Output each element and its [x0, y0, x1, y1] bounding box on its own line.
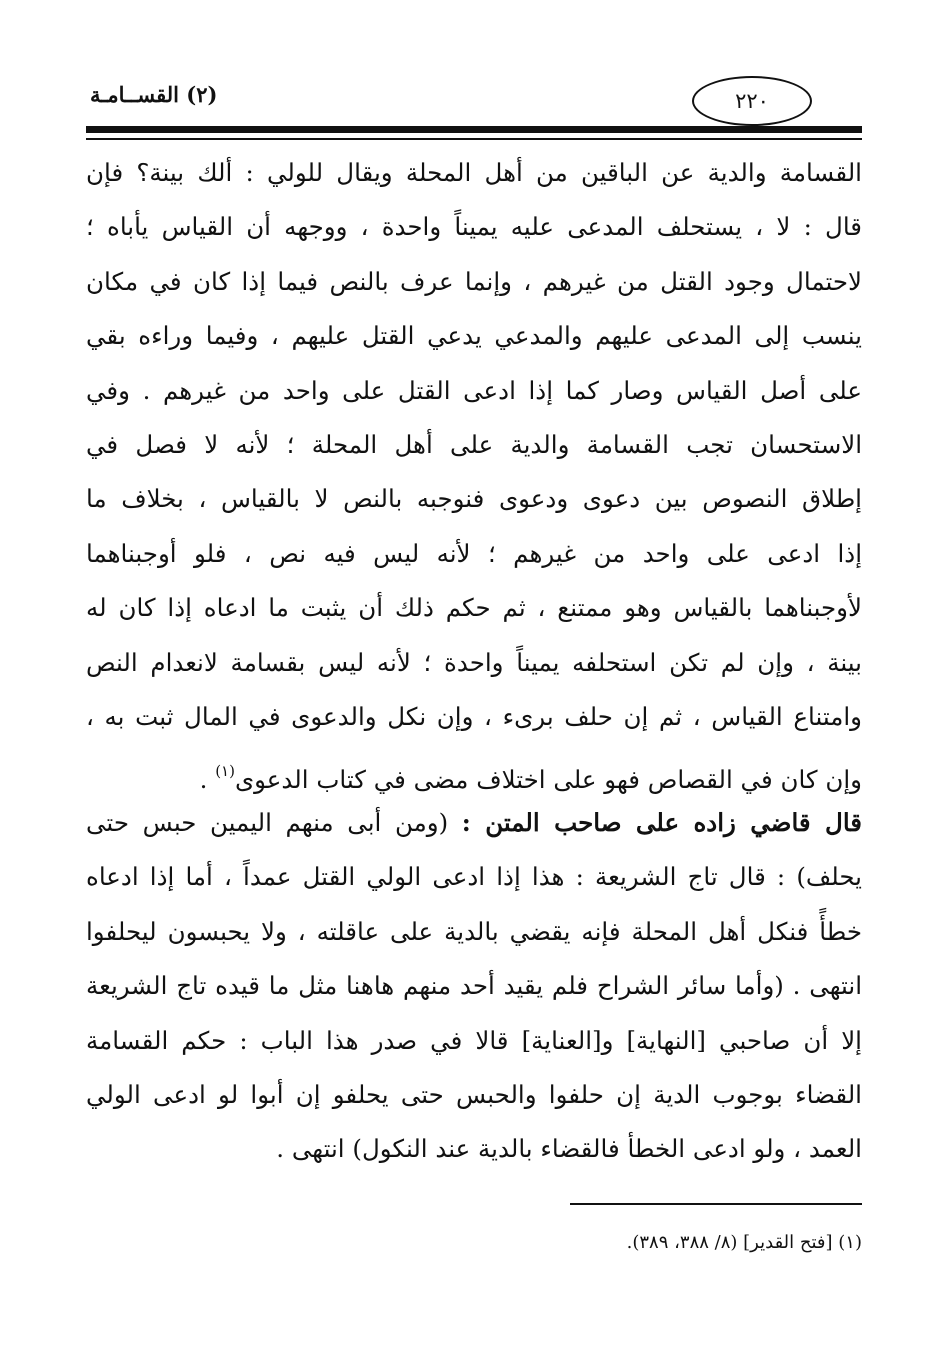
paragraph-1-line: القسامة والدية عن الباقين من أهل المحلة ويقال للولي : ألك بينة؟ فإن: [86, 158, 862, 187]
footnote-1: (١) [فتح القدير] (٨/ ٣٨٨، ٣٨٩).: [626, 1232, 862, 1253]
page-number-oval: [692, 76, 812, 126]
paragraph-1-line: لأوجبناهما بالقياس وهو ممتنع ، ثم حكم ذلك أن يثبت ما ادعاه إذا كان له: [86, 593, 862, 623]
paragraph-2-lead: قال قاضي زاده على صاحب المتن :: [461, 808, 862, 837]
paragraph-1-line: قال : لا ، يستحلف المدعى عليه يميناً واحدة ، ووجهه أن القياس يأباه ؛: [86, 212, 862, 242]
running-title: (٢) القســامـة: [90, 82, 218, 107]
paragraph-2-last-line: العمد ، ولو ادعى الخطأ فالقضاء بالدية عند النكول) انتهى .: [276, 1134, 862, 1164]
page-number: ٢٢٠: [735, 89, 769, 113]
paragraph-1-line: وامتناع القياس ، ثم إن حلف برىء ، وإن نكل والدعوى في المال ثبت به ،: [86, 701, 862, 731]
paragraph-1-line: إذا ادعى على واحد من غيرهم ؛ لأنه ليس فيه نص ، فلو أوجبناهما: [86, 538, 862, 568]
paragraph-1-line: ينسب إلى المدعى عليهم والمدعي يدعي القتل عليهم ، وفيما وراءه بقي: [86, 321, 862, 351]
paragraph-2: [86, 796, 862, 1177]
paragraph-1-line: على أصل القياس وصار كما إذا ادعى القتل على واحد من غيرهم . وفي: [86, 375, 862, 405]
header-rule-thick: [86, 126, 862, 133]
paragraph-1-line: إطلاق النصوص بين دعوى ودعوى فنوجبه بالنص لا بالقياس ، بخلاف ما: [86, 484, 862, 514]
header-rule-thin: [86, 138, 862, 140]
paragraph-1: [86, 146, 862, 799]
paragraph-2-line: يحلف) : قال تاج الشريعة : هذا إذا ادعى الولي القتل عمداً ، أما إذا ادعاه: [86, 862, 862, 892]
paragraph-2-line: انتهى . (وأما سائر الشراح فلم يقيد أحد منهم هاهنا مثل ما قيده تاج الشريعة: [86, 971, 862, 1001]
footnote-marker[interactable]: (١): [215, 762, 235, 781]
paragraph-2-line: إلا أن صاحبي [النهاية] و[العناية] قالا في صدر هذا الباب : حكم القسامة: [86, 1025, 862, 1055]
footnote-separator: [570, 1203, 862, 1205]
paragraph-1-last-line: [86, 744, 862, 798]
paragraph-2-first-line: [86, 796, 862, 850]
paragraph-2-line: خطأً فنكل أهل المحلة فإنه يقضي بالدية على عاقلته ، ولا يحبسون ليحلفوا: [86, 916, 862, 946]
paragraph-1-last-end: .: [199, 765, 216, 795]
paragraph-2-line: القضاء بوجوب الدية إن حلفوا والحبس حتى يحلفو إن أبوا لو ادعى الولي: [86, 1079, 862, 1109]
paragraph-1-last-text: وإن كان في القصاص فهو على اختلاف مضى في كتاب الدعوى: [234, 765, 862, 795]
paragraph-1-line: لاحتمال وجود القتل من غيرهم ، وإنما عرف بالنص فيما إذا كان في مكان: [86, 266, 862, 296]
paragraph-1-line: بينة ، وإن لم تكن استحلفه يميناً واحدة ؛ لأنه ليس بقسامة لانعدام النص: [86, 647, 862, 677]
paragraph-1-line: الاستحسان تجب القسامة والدية على أهل المحلة ؛ لأنه لا فصل في: [86, 429, 862, 459]
paragraph-2-first-rest: (ومن أبى منهم اليمين حبس حتى: [86, 808, 462, 837]
